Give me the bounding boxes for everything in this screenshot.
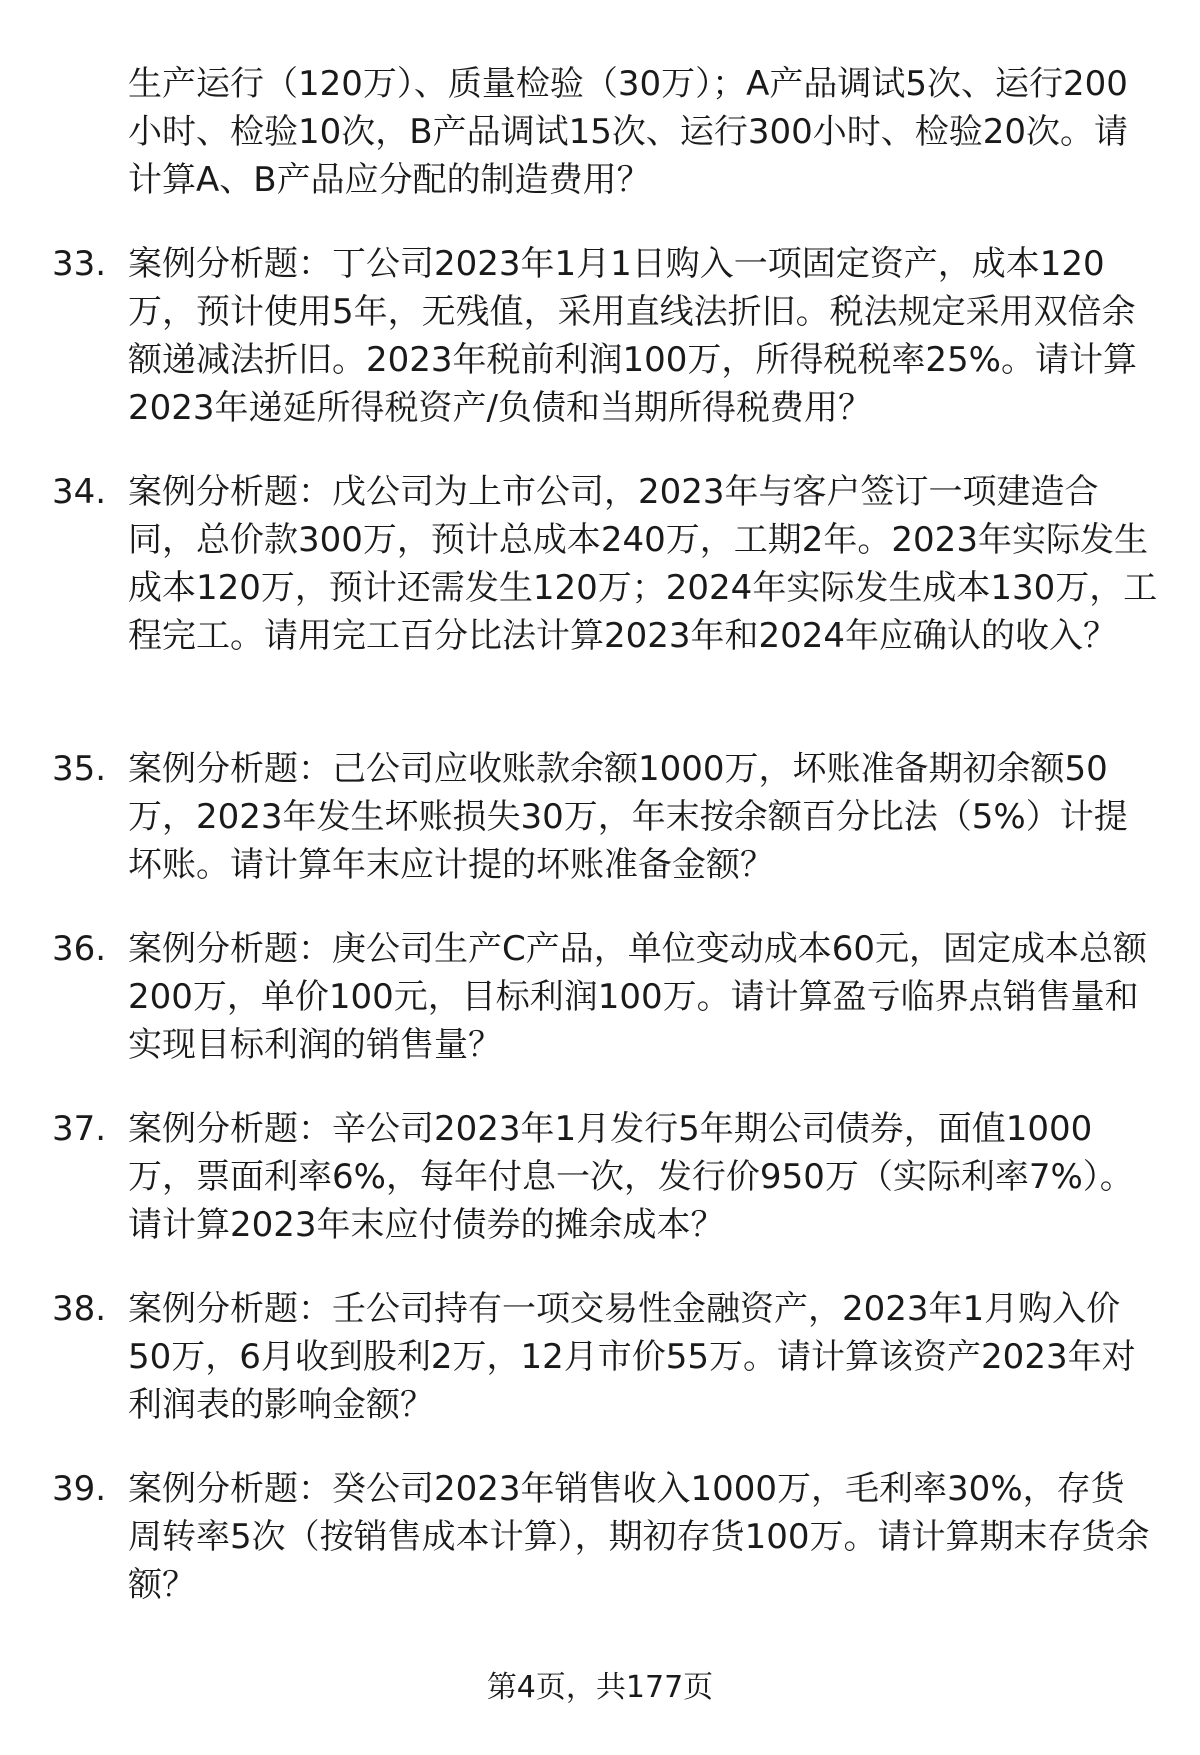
question-number: 38. [52, 1289, 107, 1329]
question-text: 案例分析题：辛公司2023年1月发行5年期公司债券，面值1000万，票面利率6%，每年付息一次，发行价950万（实际利率7%）。请计算2023年末应付债券的摊余成本？ [128, 1109, 1134, 1245]
question-number: 34. [52, 472, 107, 512]
question-text: 案例分析题：戊公司为上市公司，2023年与客户签订一项建造合同，总价款300万，预计总成本240万，工期2年。2023年实际发生成本120万，预计还需发生120万；2024年实际发生成本130万，工程完工。请用完工百分比法计算2023年和2024年应确认的收入？ [128, 472, 1158, 656]
question-number: 36. [52, 929, 107, 969]
question-text: 案例分析题：庚公司生产C产品，单位变动成本60元，固定成本总额200万，单价100元，目标利润100万。请计算盈亏临界点销售量和实现目标利润的销售量？ [128, 929, 1148, 1065]
question-number: 39. [52, 1469, 107, 1509]
question-text: 案例分析题：丁公司2023年1月1日购入一项固定资产，成本120万，预计使用5年，无残值，采用直线法折旧。税法规定采用双倍余额递减法折旧。2023年税前利润100万，所得税税率25%。请计算2023年递延所得税资产/负债和当期所得税费用？ [128, 244, 1137, 428]
question-text: 案例分析题：癸公司2023年销售收入1000万，毛利率30%，存货周转率5次（按销售成本计算），期初存货100万。请计算期末存货余额？ [128, 1469, 1150, 1605]
question-continuation: 生产运行（120万）、质量检验（30万）；A产品调试5次、运行200小时、检验10次，B产品调试15次、运行300小时、检验20次。请计算A、B产品应分配的制造费用？ [128, 64, 1129, 200]
question-text: 案例分析题：己公司应收账款余额1000万，坏账准备期初余额50万，2023年发生坏账损失30万，年末按余额百分比法（5%）计提坏账。请计算年末应计提的坏账准备金额？ [128, 749, 1128, 885]
question-number: 37. [52, 1109, 107, 1149]
page-footer: 第4页，共177页 [486, 1670, 714, 1705]
question-number: 33. [52, 244, 107, 284]
question-number: 35. [52, 749, 107, 789]
question-text: 案例分析题：壬公司持有一项交易性金融资产，2023年1月购入价50万，6月收到股利2万，12月市价55万。请计算该资产2023年对利润表的影响金额？ [128, 1289, 1136, 1425]
